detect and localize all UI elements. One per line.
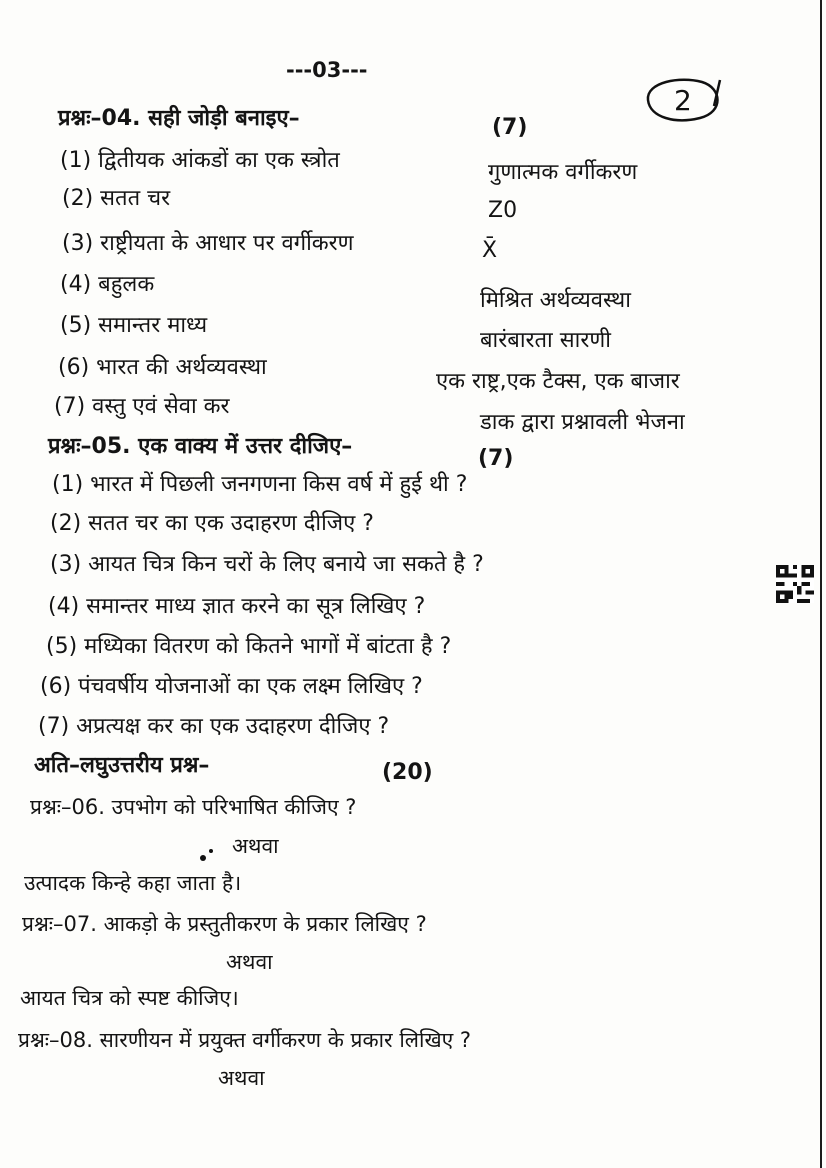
page-number: ---03--- xyxy=(286,58,368,82)
q4-right-item: गुणात्मक वर्गीकरण xyxy=(488,160,638,185)
ink-dots xyxy=(196,846,216,866)
section-marks: (20) xyxy=(382,760,433,785)
q4-right-item: X̄ xyxy=(482,238,498,263)
q5-marks: (7) xyxy=(478,446,514,471)
q5-item: (6) पंचवर्षीय योजनाओं का एक लक्ष्म लिखिए ? xyxy=(40,674,423,699)
q4-right-item: बारंबारता सारणी xyxy=(480,328,611,353)
q8-text: प्रश्नः–08. सारणीयन में प्रयुक्त वर्गीकरण के प्रकार लिखिए ? xyxy=(18,1028,472,1052)
q7-text: प्रश्नः–07. आकड़ो के प्रस्तुतीकरण के प्रकार लिखिए ? xyxy=(22,912,427,936)
q6-text: प्रश्नः–06. उपभोग को परिभाषित कीजिए ? xyxy=(30,795,357,819)
section-heading: अति–लघुउत्तरीय प्रश्न– xyxy=(34,753,210,778)
q4-left-item: (5) समान्तर माध्य xyxy=(60,313,208,338)
handwritten-number: 2 xyxy=(674,84,692,117)
q5-item: (4) समान्तर माध्य ज्ञात करने का सूत्र लिखिए ? xyxy=(48,594,426,619)
q4-right-item: एक राष्ट्र,एक टैक्स, एक बाजार xyxy=(436,369,680,394)
page-edge-line xyxy=(820,0,822,1168)
q7-or: अथवा xyxy=(226,950,273,974)
q4-left-item: (4) बहुलक xyxy=(60,272,155,297)
q5-item: (2) सतत चर का एक उदाहरण दीजिए ? xyxy=(50,511,374,536)
q5-item: (3) आयत चित्र किन चरों के लिए बनाये जा सकते है ? xyxy=(50,552,484,577)
q4-left-item: (7) वस्तु एवं सेवा कर xyxy=(54,394,230,419)
q4-left-item: (6) भारत की अर्थव्यवस्था xyxy=(58,355,267,380)
q4-left-item: (1) द्वितीयक आंकडों का एक स्त्रोत xyxy=(60,148,340,173)
qr-code-icon xyxy=(776,565,814,603)
q4-right-item: डाक द्वारा प्रश्नावली भेजना xyxy=(480,410,685,435)
q5-item: (5) मध्यिका वितरण को कितने भागों में बांटता है ? xyxy=(46,634,452,659)
q5-item: (1) भारत में पिछली जनगणना किस वर्ष में हुई थी ? xyxy=(52,472,468,497)
q4-left-item: (3) राष्ट्रीयता के आधार पर वर्गीकरण xyxy=(62,231,354,256)
q7-alt: आयत चित्र को स्पष्ट कीजिए। xyxy=(20,986,239,1010)
q4-right-item: Z0 xyxy=(488,198,518,223)
q8-or: अथवा xyxy=(218,1066,265,1090)
q6-alt: उत्पादक किन्हे कहा जाता है। xyxy=(24,871,242,895)
q6-or: अथवा xyxy=(232,834,279,858)
q4-marks: (7) xyxy=(492,115,528,140)
q4-right-item: मिश्रित अर्थव्यवस्था xyxy=(480,288,631,313)
q4-heading: प्रश्नः–04. सही जोड़ी बनाइए– xyxy=(58,106,300,131)
q4-left-item: (2) सतत चर xyxy=(62,186,171,211)
q5-item: (7) अप्रत्यक्ष कर का एक उदाहरण दीजिए ? xyxy=(38,714,390,739)
handwritten-circle-mark xyxy=(640,72,730,128)
q5-heading: प्रश्नः–05. एक वाक्य में उत्तर दीजिए– xyxy=(48,434,353,459)
